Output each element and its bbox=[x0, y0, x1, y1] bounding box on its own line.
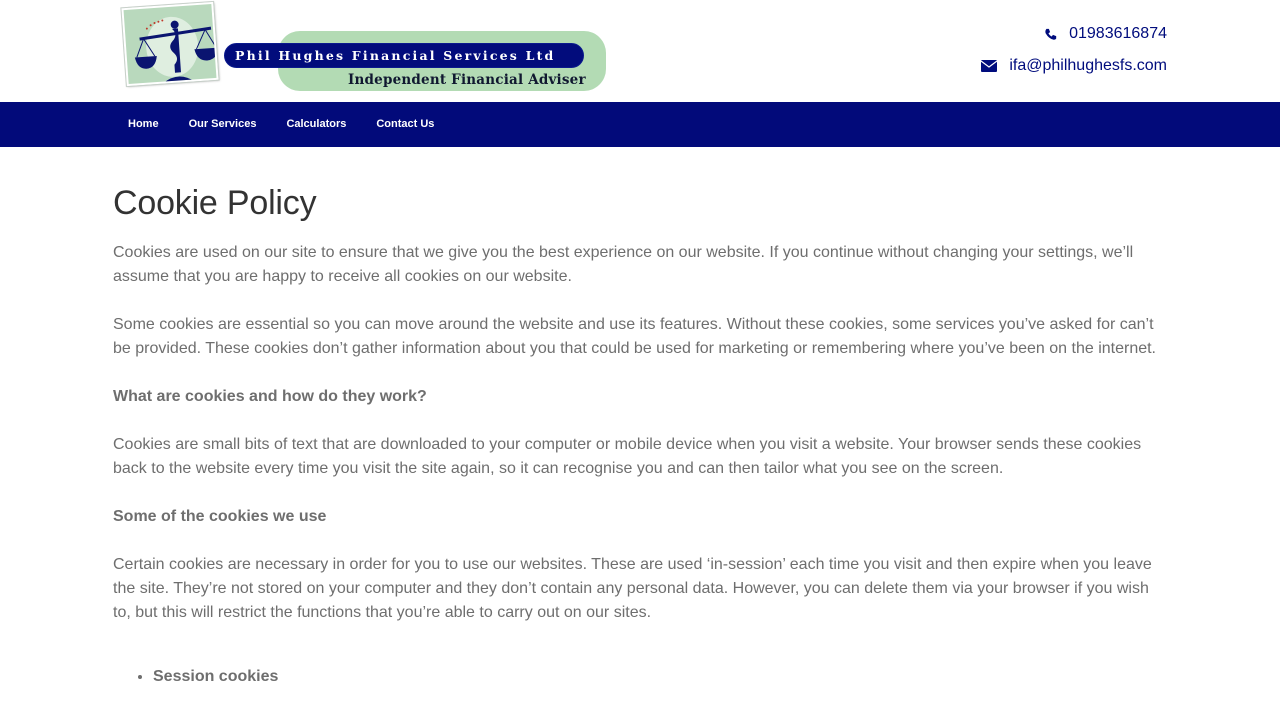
phone-icon bbox=[1043, 27, 1057, 41]
contact-info bbox=[981, 22, 1167, 86]
logo-company-name: Phil Hughes Financial Services Ltd bbox=[224, 43, 584, 68]
nav-link-contact-us[interactable]: Contact Us bbox=[376, 118, 435, 130]
contact-phone bbox=[981, 22, 1167, 46]
company-logo[interactable] bbox=[120, 2, 610, 94]
nav-link-calculators[interactable]: Calculators bbox=[286, 118, 347, 130]
essential-cookies-paragraph: Some cookies are essential so you can move around the website and use its features. Without these cookies, some services you’ve asked for can’t be provided. These cookies don’t gather information about you that could be used for marketing or remembering where you’ve been on the internet. bbox=[113, 316, 1156, 357]
nav-menu bbox=[0, 102, 1280, 147]
scales-of-justice-icon bbox=[121, 2, 218, 86]
phone-link[interactable]: 01983616874 bbox=[1069, 25, 1167, 42]
cookies-explanation-paragraph: Cookies are small bits of text that are downloaded to your computer or mobile device when you visit a website. Your browser sends these cookies back to the website every time you visit the site again, so it can recognise you and can then tailor what you see on the screen. bbox=[113, 436, 1142, 477]
logo-tagline: Independent Financial Adviser bbox=[348, 72, 586, 88]
cookie-types-list bbox=[113, 665, 1167, 689]
nav-item-our-services bbox=[174, 102, 272, 147]
main-navigation bbox=[0, 102, 1280, 147]
nav-item-home bbox=[113, 102, 174, 147]
intro-paragraph: Cookies are used on our site to ensure that we give you the best experience on our website. If you continue without changing your settings, we’ll assume that you are happy to receive all cookies on our website. bbox=[113, 244, 1134, 285]
main-content bbox=[113, 147, 1167, 689]
nav-link-our-services[interactable]: Our Services bbox=[188, 118, 257, 130]
section-heading-what-are-cookies: What are cookies and how do they work? bbox=[113, 388, 427, 405]
nav-link-home[interactable]: Home bbox=[128, 118, 159, 130]
nav-item-contact-us bbox=[361, 102, 449, 147]
necessary-cookies-paragraph: Certain cookies are necessary in order for you to use our websites. These are used ‘in-session’ each time you visit and then expire when you leave the site. They’re not stored on your computer and they don’t contain any personal data. However, you can delete them via your browser if you wish to, but this will restrict the functions that you’re able to carry out on our sites. bbox=[113, 556, 1152, 621]
envelope-icon bbox=[981, 59, 997, 73]
email-link[interactable]: ifa@philhughesfs.com bbox=[1009, 57, 1167, 74]
site-header bbox=[0, 0, 1280, 102]
nav-item-calculators bbox=[271, 102, 361, 147]
list-item-session-cookies: • Session cookies bbox=[153, 665, 1167, 689]
section-heading-cookies-we-use: Some of the cookies we use bbox=[113, 508, 327, 525]
contact-email bbox=[981, 54, 1167, 78]
page-title: Cookie Policy bbox=[113, 184, 317, 222]
